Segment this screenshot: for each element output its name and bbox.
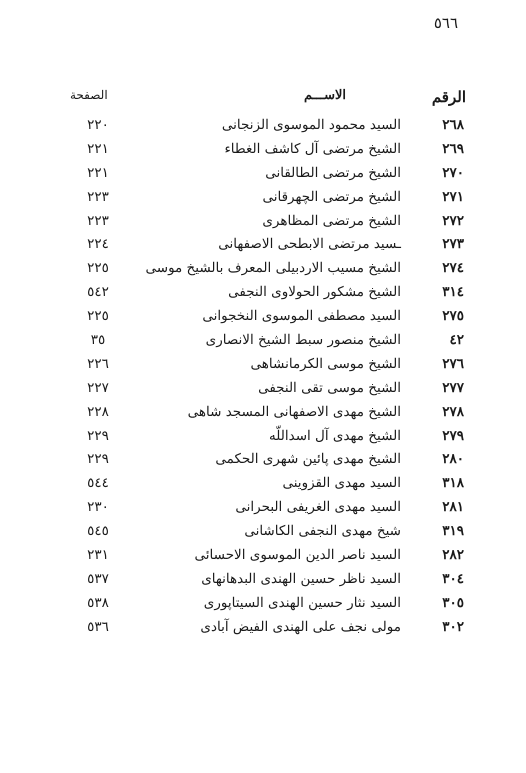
- row-number: ٢٧٨: [442, 403, 464, 420]
- column-header-name: الاســـم: [304, 88, 346, 103]
- table-row: [0, 592, 526, 616]
- row-name: الشيخ مسيب الاردبيلى المعرف بالشيخ موسى: [145, 260, 401, 277]
- table-row: [0, 329, 526, 353]
- row-page: ٥٤٢: [87, 284, 109, 301]
- row-page: ٥٣٧: [87, 570, 109, 587]
- row-number: ٣٠٢: [442, 618, 464, 635]
- row-name: شيخ مهدى النجفى الكاشانى: [244, 523, 401, 540]
- row-number: ٢٨٠: [442, 451, 464, 468]
- table-row: [0, 377, 526, 401]
- row-name: السيد ناصر الدين الموسوى الاحسائى: [194, 547, 401, 564]
- row-number: ٢٧٢: [442, 212, 464, 229]
- row-page: ٢٢١: [87, 140, 109, 157]
- row-number: ٢٦٩: [442, 140, 464, 157]
- row-page: ٢٢٠: [87, 117, 109, 133]
- table-row: [0, 544, 526, 568]
- column-header-number: الرقم: [431, 88, 466, 106]
- table-row: [0, 616, 526, 640]
- row-page: ٣٥: [90, 332, 106, 349]
- row-page: ٢٢١: [87, 164, 109, 181]
- row-name: السيد مهدى الغريفى البحرانى: [235, 499, 401, 516]
- row-page: ٢٢٣: [87, 188, 109, 205]
- table-row: [0, 186, 526, 210]
- table-row: [0, 520, 526, 544]
- row-name: الشيخ موسى تقى النجفى: [258, 379, 401, 396]
- row-number: ٣٠٤: [442, 570, 464, 587]
- row-page: ٢٢٥: [87, 260, 109, 277]
- table-row: [0, 210, 526, 234]
- row-number: ٢٧٤: [442, 260, 464, 277]
- row-number: ٤٢: [449, 332, 464, 349]
- row-number: ٢٧٦: [442, 355, 464, 372]
- row-name: الشيخ مهدى پائين شهرى الحكمى: [215, 451, 401, 468]
- table-row: [0, 568, 526, 592]
- table-row: [0, 353, 526, 377]
- row-name: السيد مصطفى الموسوى النخجوانى: [202, 308, 401, 325]
- row-page: ٢٢٦: [87, 355, 109, 372]
- row-number: ٢٧٩: [442, 427, 464, 444]
- row-number: ٣٠٥: [442, 594, 464, 611]
- row-page: ٥٣٦: [87, 618, 109, 635]
- row-number: ٢٨٢: [442, 547, 464, 564]
- row-page: ٢٢٤: [87, 236, 109, 253]
- row-name: الشيخ مرتضى الچهرقانى: [262, 188, 401, 205]
- row-number: ٢٧٧: [442, 379, 464, 396]
- table-row: [0, 114, 526, 138]
- table-row: [0, 472, 526, 496]
- row-name: الشيخ موسى الكرمانشاهى: [250, 355, 401, 372]
- row-page: ٢٢٨: [87, 403, 109, 420]
- row-number: ٢٧٣: [442, 236, 464, 253]
- row-name: الشيخ مرتضى الطالقانى: [265, 164, 401, 181]
- row-number: ٢٦٨: [442, 117, 464, 133]
- table-row: [0, 401, 526, 425]
- row-name: ـسيد مرتضى الابطحى الاصفهانى: [218, 236, 401, 253]
- row-number: ٢٨١: [442, 499, 464, 516]
- row-page: ٢٢٥: [87, 308, 109, 325]
- table-row: [0, 425, 526, 449]
- table-row: [0, 496, 526, 520]
- row-number: ٢٧٥: [442, 308, 464, 325]
- table-row: [0, 257, 526, 281]
- table-row: [0, 305, 526, 329]
- table-row: [0, 138, 526, 162]
- row-name: الشيخ مهدى الاصفهانى المسجد شاهى: [187, 403, 401, 420]
- row-name: الشيخ مشكور الحولاوى النجفى: [228, 284, 401, 301]
- row-name: السيد مهدى القزوينى: [282, 475, 401, 492]
- row-page: ٥٣٨: [87, 594, 109, 611]
- index-table: [0, 114, 526, 640]
- row-page: ٢٢٩: [87, 451, 109, 468]
- row-number: ٣١٨: [442, 475, 464, 492]
- row-name: الشيخ مهدى آل اسداللّه: [269, 427, 401, 444]
- table-row: [0, 448, 526, 472]
- row-number: ٢٧٠: [442, 164, 464, 181]
- row-page: ٥٤٤: [87, 475, 109, 492]
- row-page: ٢٣٠: [87, 499, 109, 516]
- row-page: ٢٢٧: [87, 379, 109, 396]
- row-number: ٢٧١: [442, 188, 464, 205]
- table-row: [0, 162, 526, 186]
- row-page: ٢٢٣: [87, 212, 109, 229]
- row-name: السيد ناظر حسين الهندى البدهانهاى: [201, 570, 401, 587]
- page-number: ٥٦٦: [433, 14, 458, 32]
- row-name: مولى نجف على الهندى الفيض آبادى: [200, 618, 401, 635]
- table-row: [0, 281, 526, 305]
- row-page: ٢٢٩: [87, 427, 109, 444]
- column-header-page: الصفحة: [70, 88, 108, 102]
- row-name: الشيخ مرتضى آل كاشف الغطاء: [224, 140, 401, 157]
- row-name: الشيخ منصور سبط الشيخ الانصارى: [205, 332, 401, 349]
- row-name: السيد نثار حسين الهندى السيتاپورى: [203, 594, 401, 611]
- row-page: ٥٤٥: [87, 523, 109, 540]
- row-name: السيد محمود الموسوى الزنجانى: [221, 117, 401, 133]
- row-name: الشيخ مرتضى المظاهرى: [262, 212, 401, 229]
- row-number: ٣١٩: [442, 523, 464, 540]
- row-page: ٢٣١: [87, 547, 109, 564]
- table-row: [0, 233, 526, 257]
- row-number: ٣١٤: [442, 284, 464, 301]
